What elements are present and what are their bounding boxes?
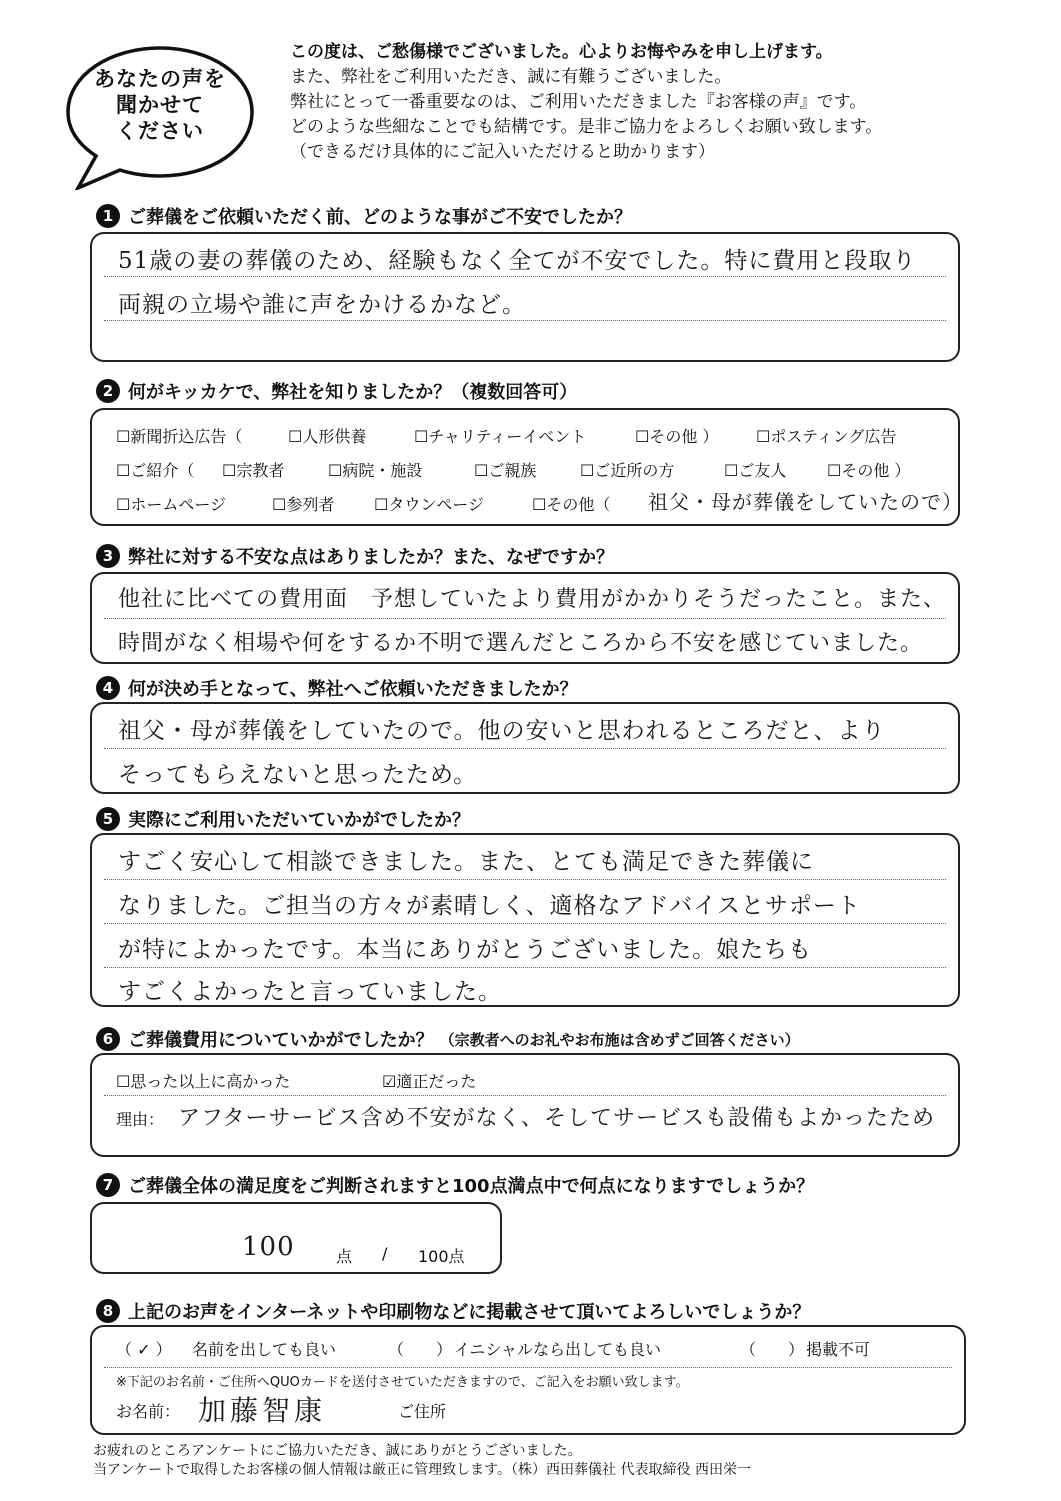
q2-opt-newspaper[interactable]: ☐新聞折込広告（ (116, 427, 243, 446)
q2-number: 2 (96, 379, 120, 403)
q2-opt-relatives[interactable]: ☐ご親族 (474, 461, 537, 480)
q8-answer-box (90, 1325, 966, 1435)
q1-number: 1 (96, 204, 120, 228)
q8-opt1-label: 名前を出しても良い (192, 1340, 337, 1359)
q5-answer-line4: すごくよかったと言っていました。 (118, 979, 502, 1005)
q2-opt-other3[interactable]: ☐その他（ (532, 495, 611, 514)
q7-heading: 7 ご葬儀全体の満足度をご判断されますと100点満点中で何点になりますでしょうか？ (96, 1172, 814, 1198)
q8-name[interactable]: 加藤智康 (198, 1394, 327, 1427)
footer-thanks: お疲れのところアンケートにご協力いただき、誠にありがとうございました。 (93, 1443, 582, 1459)
q2-options-box (90, 408, 963, 526)
q4-number: 4 (96, 676, 120, 700)
q4-answer-box[interactable] (90, 702, 960, 794)
q8-address-field[interactable] (462, 1393, 942, 1423)
q3-answer-line2: 時間がなく相場や何をするか不明で選んだところから不安を感じていました。 (118, 631, 924, 656)
q2-opt-charity[interactable]: ☐チャリティーイベント (414, 427, 587, 446)
q7-number: 7 (96, 1173, 120, 1197)
q8-name-label: お名前： (116, 1402, 181, 1421)
q6-heading: 6 ご葬儀費用についていかがでしたか？ （宗教者へのお礼やお布施は含めずご回答ください） (96, 1026, 800, 1052)
q7-max: 100点 (418, 1247, 465, 1266)
q8-opt3-check[interactable]: （ ） (740, 1340, 805, 1359)
bubble-title: あなたの声を 聞かせて ください (94, 67, 226, 143)
q5-answer-line3: が特によかったです。本当にありがとうございました。娘たちも (118, 937, 813, 963)
q2-other3-answer: 祖父・母が葬儀をしていたので） (648, 490, 963, 514)
q7-score: 100 (242, 1232, 295, 1262)
q2-heading: 2 何がキッカケで、弊社を知りましたか？（複数回答可） (96, 378, 577, 404)
q2-opt-referral[interactable]: ☐ご紹介（ (116, 461, 195, 480)
q6-reason-label: 理由： (116, 1110, 165, 1129)
q2-opt-friends[interactable]: ☐ご友人 (724, 461, 787, 480)
q2-opt-clergy[interactable]: ☐宗教者 (222, 461, 285, 480)
q2-opt-neighbors[interactable]: ☐ご近所の方 (580, 461, 675, 480)
q3-answer-line1: 他社に比べての費用面 予想していたより費用がかかりそうだったこと。また、 (118, 587, 947, 612)
q8-opt2-check[interactable]: （ ） (388, 1340, 453, 1359)
q2-opt-other2[interactable]: ☐その他 ） (827, 461, 911, 480)
q8-notice: ※下記のお名前・ご住所へQUOカードを送付させていただきますので、ご記入をお願い致します。 (116, 1375, 689, 1390)
q7-score-box[interactable] (90, 1202, 502, 1274)
q6-note: （宗教者へのお礼やお布施は含めずご回答ください） (439, 1030, 800, 1049)
q4-heading: 4 何が決め手となって、弊社へご依頼いただきましたか？ (96, 675, 578, 701)
q6-answer-box (90, 1053, 960, 1157)
q1-answer-line2: 両親の立場や誰に声をかけるかなど。 (118, 292, 526, 318)
q6-opt-expensive[interactable]: ☐思った以上に高かった (116, 1072, 291, 1091)
q3-number: 3 (96, 544, 120, 568)
q4-answer-line2: そってもらえないと思ったため。 (118, 762, 478, 788)
q8-number: 8 (96, 1299, 120, 1323)
q7-separator: / (382, 1244, 388, 1263)
q5-number: 5 (96, 807, 120, 831)
q2-opt-doll[interactable]: ☐人形供養 (288, 427, 367, 446)
q8-address-label: ご住所 (398, 1402, 447, 1421)
q8-opt1-check[interactable]: （ ✓ ） (116, 1340, 172, 1359)
q1-heading: 1 ご葬儀をご依頼いただく前、どのような事がご不安でしたか？ (96, 203, 632, 229)
q5-answer-line2: なりました。ご担当の方々が素晴しく、適格なアドバイスとサポート (118, 893, 861, 919)
q4-answer-line1: 祖父・母が葬儀をしていたので。他の安いと思われるところだと、より (118, 718, 886, 744)
q6-opt-appropriate[interactable]: ☑適正だった (382, 1072, 477, 1091)
footer-privacy: 当アンケートで取得したお客様の個人情報は厳正に管理致します。（株）西田葬儀社 代表取締役 西田栄一 (93, 1462, 751, 1478)
q5-heading: 5 実際にご利用いただいていかがでしたか？ (96, 806, 470, 832)
q3-answer-box[interactable] (90, 572, 960, 664)
q8-opt3-label: 掲載不可 (806, 1340, 871, 1359)
q8-opt2-label: イニシャルなら出しても良い (454, 1340, 662, 1359)
q1-answer-box[interactable] (90, 232, 960, 362)
q5-answer-box[interactable] (90, 833, 960, 1007)
q8-heading: 8 上記のお声をインターネットや印刷物などに掲載させて頂いてよろしいでしょうか？ (96, 1298, 810, 1324)
q2-opt-hospital[interactable]: ☐病院・施設 (328, 461, 423, 480)
q7-unit: 点 (336, 1247, 353, 1266)
intro-text: この度は、ご愁傷様でございました。心よりお悔やみを申し上げます。 また、弊社をご利用いただき、誠に有難うございました。 弊社にとって一番重要なのは、ご利用いただきました『お客様の声』です。 どのような些細なことでも結構です。是非ご協力をよろしくお願い致します。 （できるだけ具体的にご記入いただけると助かります） (290, 42, 883, 162)
q1-answer-line1: 51歳の妻の葬儀のため、経験もなく全てが不安でした。特に費用と段取り (118, 248, 917, 274)
q2-opt-other1[interactable]: ☐その他 ） (635, 427, 719, 446)
q2-opt-townpage[interactable]: ☐タウンページ (374, 495, 485, 514)
q3-heading: 3 弊社に対する不安な点はありましたか？また、なぜですか？ (96, 543, 614, 569)
q2-opt-posting[interactable]: ☐ポスティング広告 (756, 427, 897, 446)
q6-number: 6 (96, 1027, 120, 1051)
q2-opt-homepage[interactable]: ☐ホームページ (116, 495, 227, 514)
q2-opt-attendee[interactable]: ☐参列者 (272, 495, 335, 514)
q5-answer-line1: すごく安心して相談できました。また、とても満足できた葬儀に (118, 849, 814, 875)
q6-reason[interactable]: アフターサービス含め不安がなく、そしてサービスも設備もよかったため (178, 1106, 936, 1131)
